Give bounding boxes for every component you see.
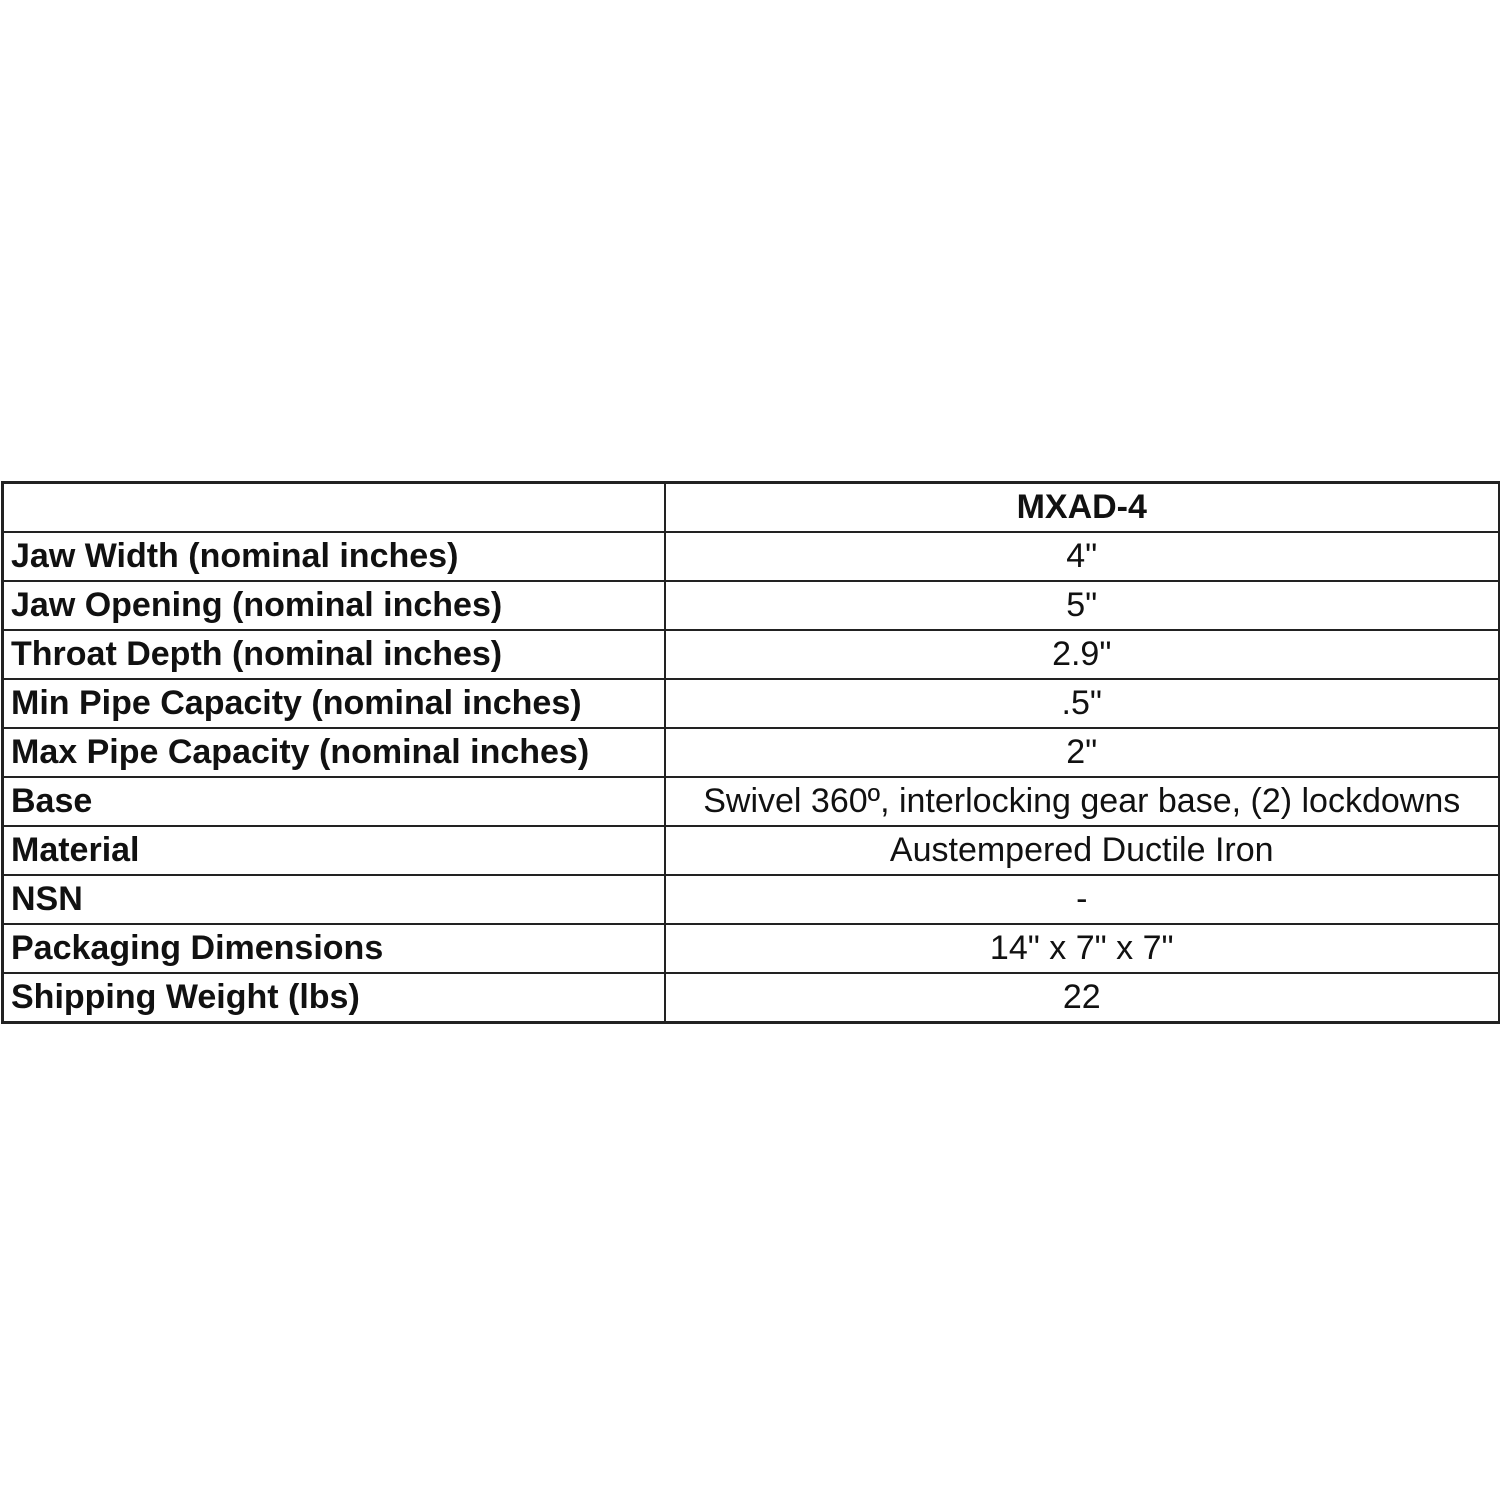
row-label: Material	[3, 826, 665, 875]
row-value: 2.9"	[665, 630, 1500, 679]
row-value: 22	[665, 973, 1500, 1023]
table-row	[3, 679, 1500, 728]
row-label: Packaging Dimensions	[3, 924, 665, 973]
row-value: Swivel 360º, interlocking gear base, (2) lockdowns	[665, 777, 1500, 826]
table-header-row	[3, 483, 1500, 533]
table-row	[3, 630, 1500, 679]
row-label: Jaw Opening (nominal inches)	[3, 581, 665, 630]
row-value: Austempered Ductile Iron	[665, 826, 1500, 875]
header-corner-cell	[3, 483, 665, 533]
table-row	[3, 826, 1500, 875]
table-row	[3, 875, 1500, 924]
row-label: Base	[3, 777, 665, 826]
table-row	[3, 532, 1500, 581]
row-label: NSN	[3, 875, 665, 924]
row-label: Throat Depth (nominal inches)	[3, 630, 665, 679]
row-label: Shipping Weight (lbs)	[3, 973, 665, 1023]
spec-table	[1, 481, 1500, 1024]
table-row	[3, 924, 1500, 973]
row-label: Jaw Width (nominal inches)	[3, 532, 665, 581]
row-value: .5"	[665, 679, 1500, 728]
row-label: Max Pipe Capacity (nominal inches)	[3, 728, 665, 777]
row-value: 5"	[665, 581, 1500, 630]
table-row	[3, 728, 1500, 777]
row-value: 4"	[665, 532, 1500, 581]
model-header: MXAD-4	[665, 483, 1500, 533]
row-label: Min Pipe Capacity (nominal inches)	[3, 679, 665, 728]
row-value: 14" x 7" x 7"	[665, 924, 1500, 973]
row-value: 2"	[665, 728, 1500, 777]
table-row	[3, 973, 1500, 1023]
table-row	[3, 581, 1500, 630]
row-value: -	[665, 875, 1500, 924]
table-row	[3, 777, 1500, 826]
